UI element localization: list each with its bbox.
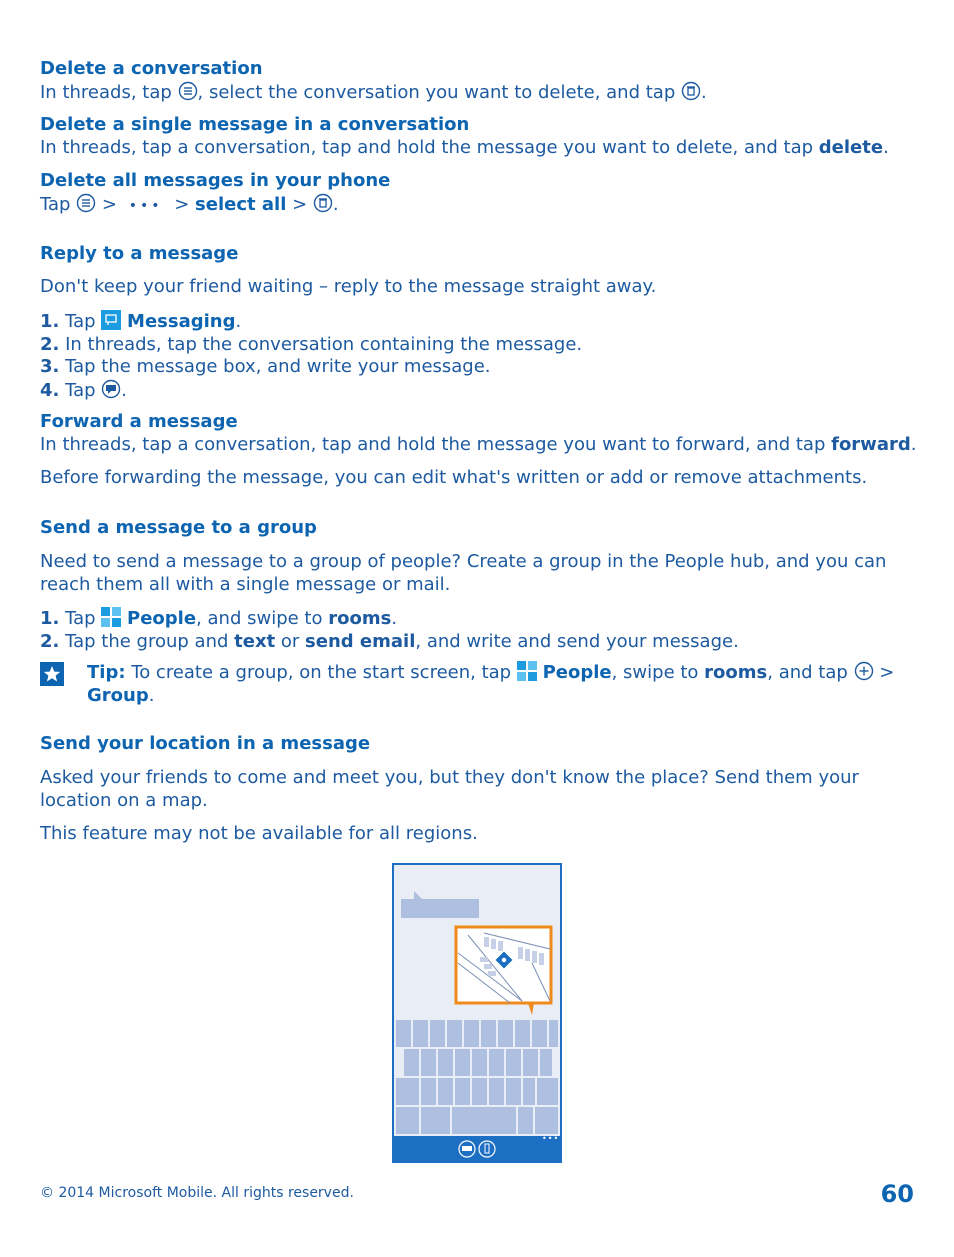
group-steps bbox=[40, 607, 914, 653]
text: Tap the message box, and write your message. bbox=[59, 356, 491, 378]
section-delete-all-messages bbox=[40, 170, 914, 217]
step-number: 1. bbox=[40, 608, 60, 629]
text: or bbox=[275, 630, 306, 652]
location-intro: Asked your friends to come and meet you, but they don't know the place? Send them your location on a map. bbox=[40, 767, 859, 811]
text: . bbox=[910, 433, 917, 455]
send-icon bbox=[101, 379, 121, 399]
people-app-icon bbox=[101, 607, 121, 627]
list-icon bbox=[76, 193, 96, 213]
messaging-app-icon bbox=[101, 310, 121, 330]
section-delete-single-message bbox=[40, 114, 914, 159]
tip-label: Tip: bbox=[87, 662, 126, 683]
heading: Delete a single message in a conversation bbox=[40, 114, 470, 135]
star-tip-icon bbox=[40, 662, 64, 686]
text: , select the conversation you want to delete, and tap bbox=[197, 81, 681, 103]
delete-icon bbox=[313, 193, 333, 213]
text: In threads, tap a conversation, tap and hold the message you want to forward, and tap bbox=[40, 433, 832, 455]
text: In threads, tap bbox=[40, 81, 178, 103]
paragraph bbox=[40, 433, 917, 457]
reply-intro: Don't keep your friend waiting – reply to the message straight away. bbox=[40, 276, 657, 297]
tip bbox=[87, 661, 914, 707]
text: . bbox=[235, 311, 242, 332]
location-note: This feature may not be available for all regions. bbox=[40, 823, 478, 844]
text: . bbox=[148, 684, 155, 706]
reply-steps bbox=[40, 310, 914, 402]
list-item bbox=[40, 631, 914, 654]
add-icon bbox=[854, 661, 874, 681]
text: Tap bbox=[59, 379, 102, 401]
paragraph bbox=[40, 81, 914, 105]
list-icon bbox=[178, 81, 198, 101]
bold-text: People bbox=[542, 662, 612, 683]
list-item bbox=[40, 334, 914, 357]
heading: Delete a conversation bbox=[40, 58, 263, 79]
section-group bbox=[40, 517, 914, 540]
text: In threads, tap the conversation containing the message. bbox=[59, 333, 583, 355]
more-icon: ••• bbox=[542, 1134, 560, 1143]
section-location bbox=[40, 733, 914, 756]
text: > bbox=[873, 662, 895, 683]
copyright: © 2014 Microsoft Mobile. All rights reserved. bbox=[40, 1185, 354, 1201]
text: Tap the group and bbox=[59, 630, 235, 652]
bold-text: rooms bbox=[328, 608, 392, 629]
more-icon: ••• bbox=[128, 197, 163, 214]
heading: Send a message to a group bbox=[40, 517, 317, 538]
phone-screen-illustration bbox=[392, 863, 562, 1163]
text: , and swipe to bbox=[196, 608, 329, 629]
text: To create a group, on the start screen, tap bbox=[125, 662, 517, 683]
page-number: 60 bbox=[880, 1180, 914, 1208]
heading: Forward a message bbox=[40, 411, 238, 432]
text: > bbox=[168, 193, 196, 215]
list-item bbox=[40, 379, 914, 403]
step-number: 2. bbox=[40, 630, 60, 652]
text: In threads, tap a conversation, tap and hold the message you want to delete, and tap bbox=[40, 136, 819, 158]
list-item bbox=[40, 356, 914, 379]
section-delete-conversation bbox=[40, 58, 914, 104]
bold-text: Group bbox=[87, 684, 149, 706]
phone-screenshot bbox=[392, 863, 562, 1163]
text: , swipe to bbox=[611, 662, 705, 683]
bold-text: rooms bbox=[704, 662, 768, 683]
paragraph bbox=[40, 193, 914, 218]
heading: Delete all messages in your phone bbox=[40, 170, 391, 191]
heading: Reply to a message bbox=[40, 243, 239, 264]
bold-text: forward bbox=[831, 433, 911, 455]
text: . bbox=[332, 193, 339, 215]
bold-text: delete bbox=[818, 136, 884, 158]
paragraph bbox=[40, 137, 914, 160]
bold-text: select all bbox=[195, 193, 287, 215]
people-app-icon bbox=[517, 661, 537, 681]
section-forward bbox=[40, 411, 917, 456]
text: . bbox=[883, 136, 889, 158]
text: , and tap bbox=[767, 662, 854, 683]
text: > bbox=[96, 193, 123, 215]
text: > bbox=[286, 193, 313, 215]
text: Tap bbox=[40, 193, 77, 215]
bold-text: text bbox=[234, 630, 276, 652]
bold-text: People bbox=[127, 608, 197, 629]
forward-note: Before forwarding the message, you can edit what's written or add or remove attachments. bbox=[40, 467, 868, 488]
text: . bbox=[391, 608, 398, 629]
text: Tap bbox=[59, 608, 102, 629]
tip-line bbox=[87, 661, 914, 685]
text: . bbox=[121, 379, 128, 401]
list-item bbox=[40, 310, 914, 334]
step-number: 4. bbox=[40, 379, 60, 401]
step-number: 1. bbox=[40, 311, 60, 332]
step-number: 2. bbox=[40, 333, 60, 355]
tip-line bbox=[87, 685, 914, 708]
text: Tap bbox=[59, 311, 102, 332]
text: , and write and send your message. bbox=[415, 630, 739, 652]
group-intro: Need to send a message to a group of people? Create a group in the People hub, and you can reach them all with a single message or mail. bbox=[40, 551, 887, 595]
section-reply bbox=[40, 243, 914, 266]
bold-text: send email bbox=[305, 630, 416, 652]
text: . bbox=[700, 81, 707, 103]
bold-text: Messaging bbox=[127, 311, 236, 332]
delete-icon bbox=[681, 81, 701, 101]
list-item bbox=[40, 607, 914, 631]
step-number: 3. bbox=[40, 356, 60, 378]
heading: Send your location in a message bbox=[40, 733, 371, 754]
